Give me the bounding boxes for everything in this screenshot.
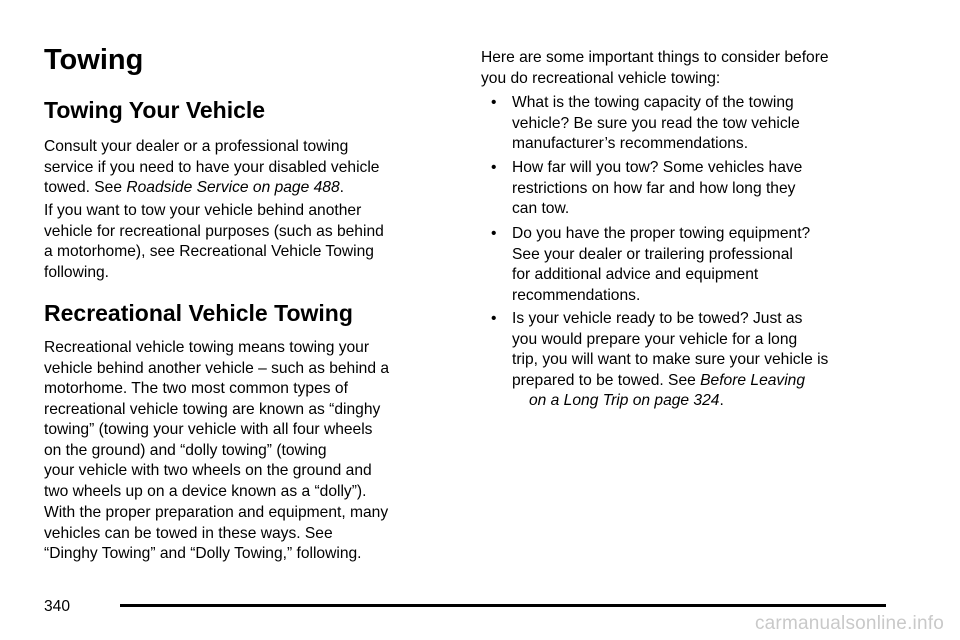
text-line: you would prepare your vehicle for a long: [512, 330, 798, 348]
text-line: two wheels up on a device known as a “dolly”).: [44, 482, 367, 500]
text-line: a motorhome), see Recreational Vehicle Towing: [44, 243, 374, 260]
text-fragment: .: [719, 392, 724, 409]
footer-rule: [120, 604, 886, 607]
text-line: manufacturer’s recommendations.: [512, 135, 749, 152]
text-line: Here are some important things to consider before: [481, 49, 829, 66]
text-line: How far will you tow? Some vehicles have: [512, 159, 803, 176]
text-line: following.: [44, 263, 110, 281]
text-fragment: .: [339, 179, 344, 196]
bullet-item-vehicle-ready: [512, 309, 828, 412]
text-line: can tow.: [512, 200, 570, 217]
cross-reference-before-leaving: Before Leaving: [700, 371, 806, 389]
bullet-marker: •: [491, 94, 497, 111]
watermark: carmanualsonline.info: [754, 613, 944, 634]
bullet-item-towing-equipment: [512, 224, 810, 306]
text-line: See your dealer or trailering professional: [512, 245, 793, 263]
cross-reference-long-trip-page: on a Long Trip on page 324: [529, 392, 720, 409]
page-number: 340: [44, 598, 71, 615]
bullet-marker: •: [491, 225, 497, 242]
bullet-item-towing-capacity: [512, 93, 800, 155]
text-line: for additional advice and equipment: [512, 266, 759, 283]
text-line: vehicle for recreational purposes (such as behind: [44, 222, 384, 240]
text-line: you do recreational vehicle towing:: [481, 69, 721, 87]
text-line: Do you have the proper towing equipment?: [512, 225, 811, 242]
section-heading-recreational-vehicle-towing: Recreational Vehicle Towing: [44, 300, 353, 326]
text-line: Consult your dealer or a professional towing: [44, 138, 349, 155]
paragraph-proper-preparation: [44, 503, 388, 565]
text-line: vehicle? Be sure you read the tow vehicle: [512, 114, 800, 132]
text-line: [44, 178, 379, 199]
text-line: Is your vehicle ready to be towed? Just as: [512, 310, 803, 327]
text-line: recommendations.: [512, 286, 641, 304]
paragraph-considerations-intro: [481, 48, 829, 89]
text-line: recreational vehicle towing are known as “dinghy: [44, 400, 381, 418]
text-line: service if you need to have your disabled vehicle: [44, 158, 380, 176]
text-line: vehicle behind another vehicle – such as behind a: [44, 359, 390, 377]
text-fragment: towed. See: [44, 179, 127, 196]
paragraph-consult-dealer: [44, 137, 379, 199]
text-line: on the ground) and “dolly towing” (towing: [44, 441, 327, 459]
bullet-marker: •: [491, 159, 497, 176]
text-line: your vehicle with two wheels on the ground and: [44, 462, 372, 479]
text-fragment: prepared to be towed. See: [512, 371, 701, 389]
cross-reference-roadside-service: Roadside Service on page 488: [126, 179, 340, 196]
text-line: restrictions on how far and how long they: [512, 179, 796, 197]
paragraph-tow-behind-another: [44, 201, 384, 283]
bullet-item-how-far: [512, 158, 802, 220]
page-title: Towing: [44, 44, 144, 76]
text-line: [512, 391, 828, 412]
bullet-marker: •: [491, 310, 497, 327]
text-line: What is the towing capacity of the towing: [512, 94, 794, 111]
text-line: “Dinghy Towing” and “Dolly Towing,” following.: [44, 545, 362, 562]
text-line: vehicles can be towed in these ways. See: [44, 524, 333, 542]
text-line: motorhome. The two most common types of: [44, 380, 348, 397]
text-line: With the proper preparation and equipment, many: [44, 504, 389, 521]
text-line: towing” (towing your vehicle with all four wheels: [44, 421, 373, 438]
section-heading-towing-your-vehicle: Towing Your Vehicle: [44, 97, 266, 123]
text-line: trip, you will want to make sure your vehicle is: [512, 351, 829, 368]
text-line: [512, 371, 828, 392]
paragraph-rv-towing-definition: [44, 338, 389, 502]
text-line: If you want to tow your vehicle behind another: [44, 202, 362, 219]
text-line: Recreational vehicle towing means towing your: [44, 339, 370, 356]
